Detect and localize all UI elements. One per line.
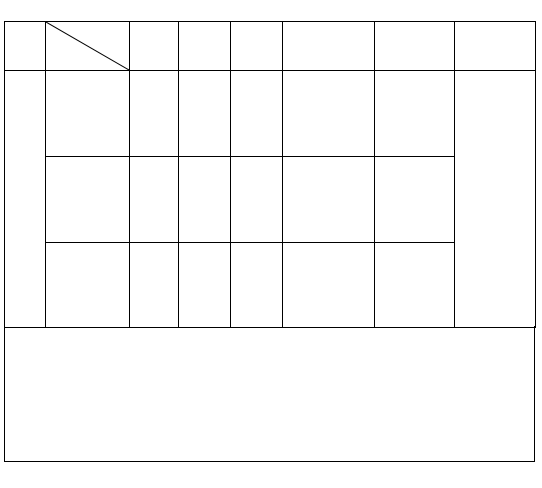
col-header-2: [179, 22, 231, 71]
fine-cell: [179, 71, 231, 157]
fine-cell: [375, 71, 455, 157]
col-header-3: [231, 22, 283, 71]
fine-cell: [283, 243, 375, 328]
fine-cell: [375, 157, 455, 243]
fine-cell: [283, 71, 375, 157]
fine-cell: [283, 157, 375, 243]
law-header: [5, 22, 46, 71]
diagonal-header: [46, 22, 130, 71]
fine-cell: [231, 157, 283, 243]
fine-cell: [130, 71, 179, 157]
fine-cell: [231, 71, 283, 157]
penalty-table: [4, 21, 536, 328]
fine-cell: [375, 243, 455, 328]
table-row: [5, 71, 536, 157]
col-header-5: [375, 22, 455, 71]
col-header-1: [130, 22, 179, 71]
fine-cell: [231, 243, 283, 328]
fine-cell: [130, 243, 179, 328]
remark-header: [455, 22, 536, 71]
notes-box: [4, 326, 535, 462]
fine-cell: [179, 243, 231, 328]
remark-cell: [455, 71, 536, 328]
page-title: [4, 2, 22, 20]
row-label: [46, 243, 130, 328]
diagonal-line: [46, 22, 129, 70]
fine-cell: [130, 157, 179, 243]
row-label: [46, 157, 130, 243]
col-header-4: [283, 22, 375, 71]
header-row: [5, 22, 536, 71]
fine-cell: [179, 157, 231, 243]
law-cell: [5, 71, 46, 328]
row-label: [46, 71, 130, 157]
